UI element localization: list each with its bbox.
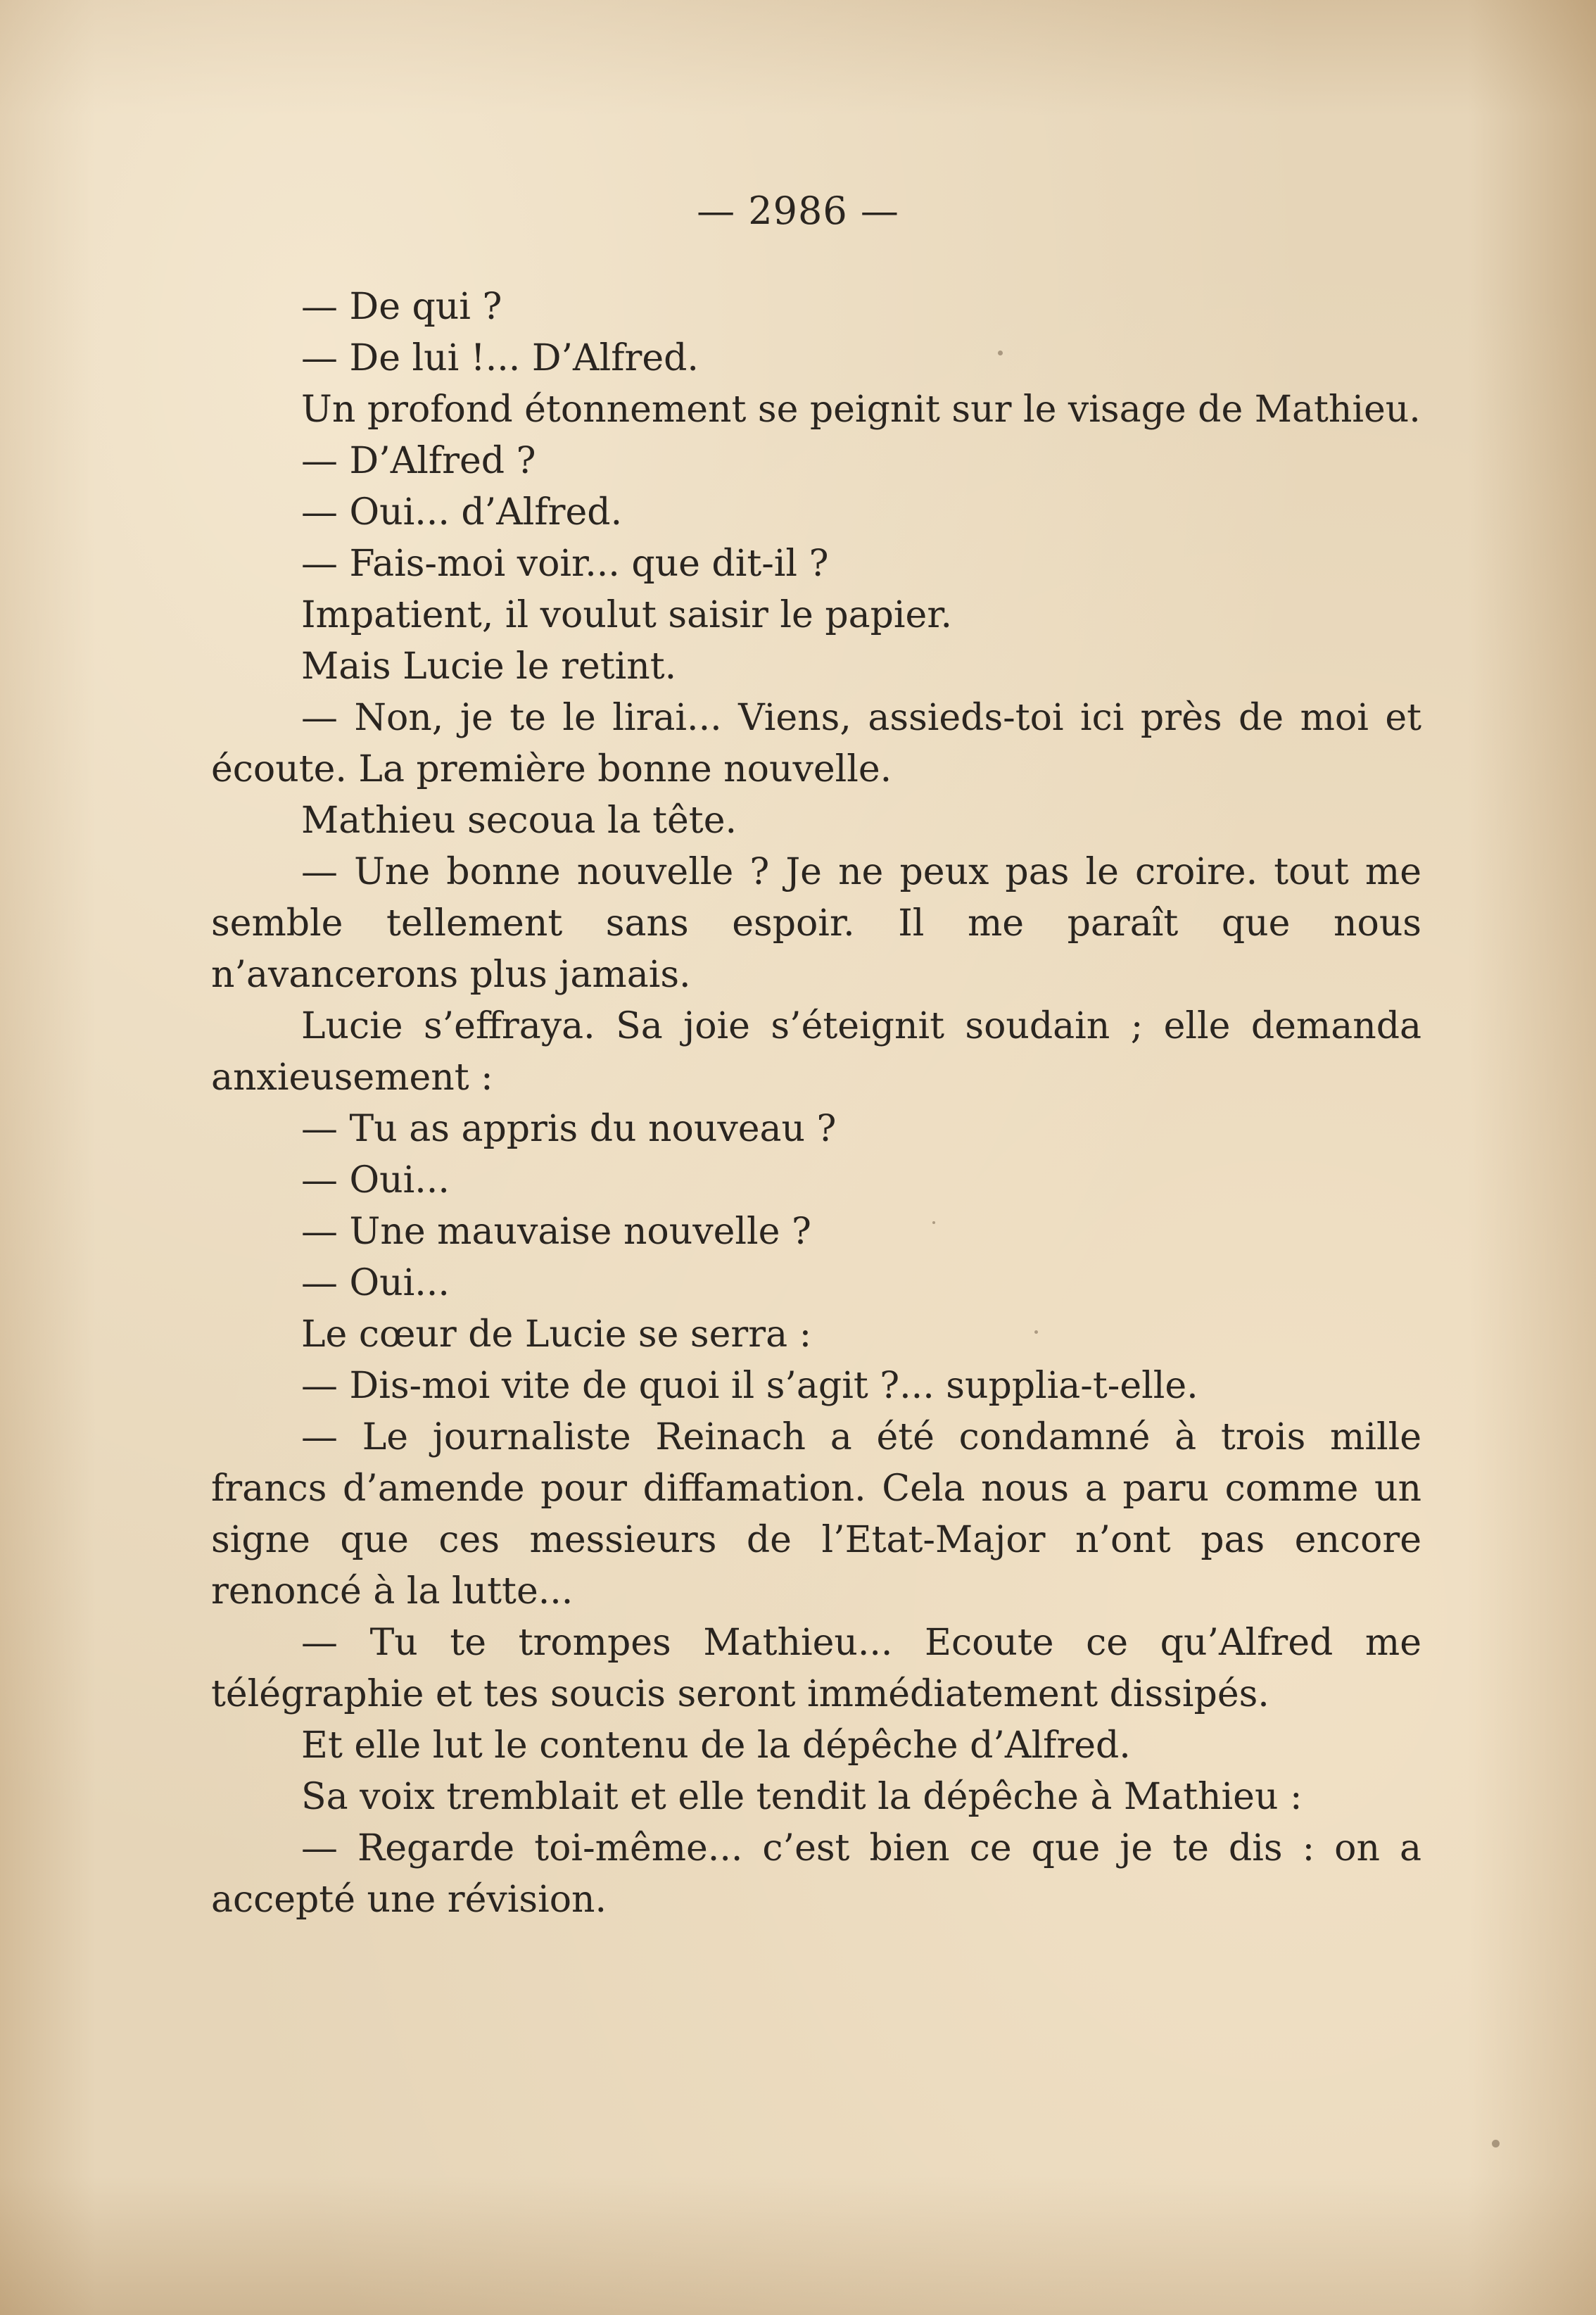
paper-speck	[932, 1221, 935, 1224]
paragraph: — Non, je te le lirai... Viens, assieds-toi ici près de moi et écoute. La première bonne nouvelle.	[211, 697, 1421, 790]
paragraph: — Oui... d’Alfred.	[301, 491, 623, 534]
paragraph: Impatient, il voulut saisir le papier.	[301, 594, 953, 636]
paragraph: — Oui...	[301, 1159, 450, 1201]
paper-speck	[1492, 2140, 1500, 2147]
paragraph: — Dis-moi vite de quoi il s’agit ?... supplia-t-elle.	[301, 1365, 1198, 1407]
paragraph: Lucie s’effraya. Sa joie s’éteignit soudain ; elle demanda anxieusement :	[211, 1005, 1421, 1099]
paper-speck	[1034, 1330, 1038, 1334]
paragraph: — Tu te trompes Mathieu... Ecoute ce qu’Alfred me télégraphie et tes soucis seront immédiatement dissipés.	[211, 1622, 1421, 1715]
paragraph: — Regarde toi-même... c’est bien ce que je te dis : on a accepté une révision.	[211, 1827, 1421, 1921]
body-text	[211, 282, 1421, 1926]
paragraph: — De lui !... D’Alfred.	[301, 337, 699, 379]
paragraph: Sa voix tremblait et elle tendit la dépêche à Mathieu :	[301, 1776, 1303, 1818]
paper-speck	[998, 351, 1003, 355]
paragraph: — Oui...	[301, 1262, 450, 1304]
paragraph: Mathieu secoua la tête.	[301, 800, 737, 842]
paragraph: — Le journaliste Reinach a été condamné à trois mille francs d’amende pour diffamation. Cela nous a paru comme un signe que ces messieurs de l’Etat-Major n’ont pas encore renoncé à la lutte...	[211, 1416, 1421, 1613]
paragraph: — Une mauvaise nouvelle ?	[301, 1211, 811, 1253]
page-number: — 2986 —	[697, 189, 899, 233]
paragraph: Mais Lucie le retint.	[301, 645, 677, 688]
paragraph: Un profond étonnement se peignit sur le visage de Mathieu.	[301, 389, 1421, 431]
paragraph: — Une bonne nouvelle ? Je ne peux pas le croire. tout me semble tellement sans espoir. Il me paraît que nous n’avancerons plus jamais.	[211, 851, 1421, 996]
paragraph: Le cœur de Lucie se serra :	[301, 1313, 812, 1356]
paragraph: — De qui ?	[301, 286, 502, 328]
paragraph: — Tu as appris du nouveau ?	[301, 1108, 837, 1150]
paragraph: Et elle lut le contenu de la dépêche d’Alfred.	[301, 1724, 1131, 1767]
paragraph: — D’Alfred ?	[301, 440, 536, 482]
paragraph: — Fais-moi voir... que dit-il ?	[301, 543, 829, 585]
